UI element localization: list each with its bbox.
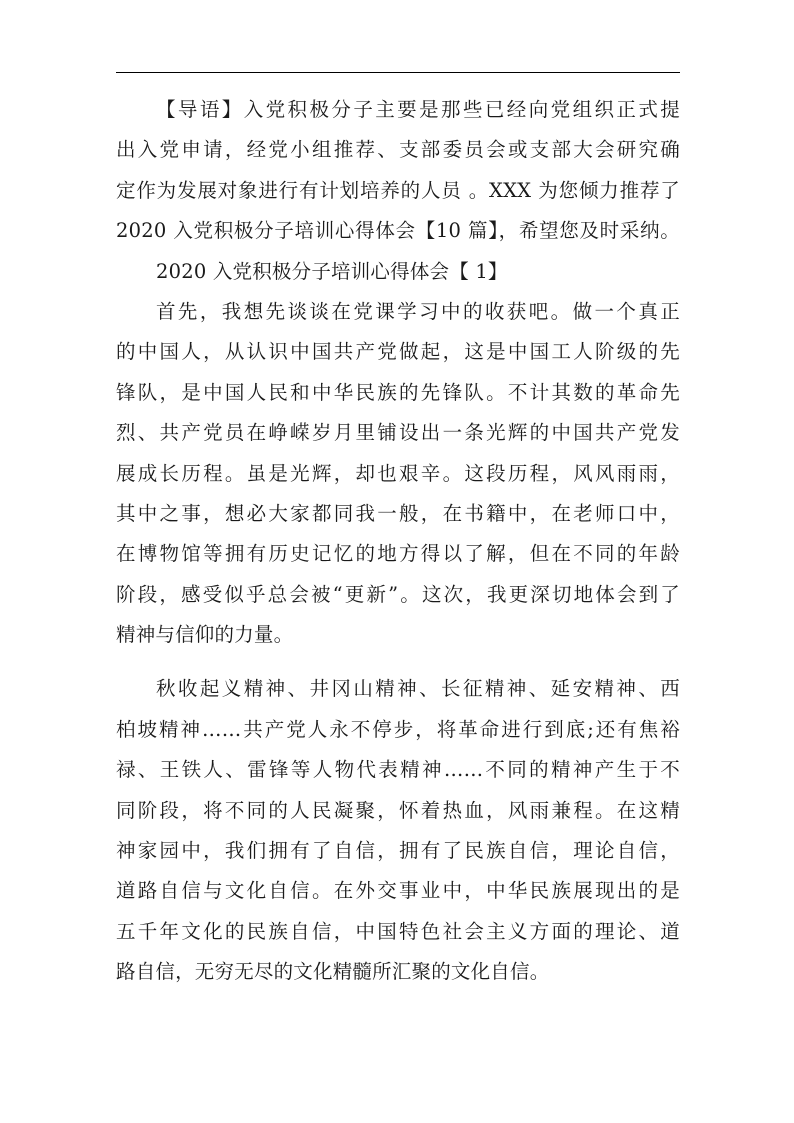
- intro-line: 定作为发展对象进行有计划培养的人员 。XXX 为您倾力推荐了: [116, 178, 680, 202]
- paragraph-line: 五千年文化的民族自信，中国特色社会主义方面的理论、道: [116, 919, 680, 943]
- intro-line: 出入党申请，经党小组推荐、支部委员会或支部大会研究确: [116, 138, 680, 162]
- paragraph-line: 阶段，感受似乎总会被“更新”。这次，我更深切地体会到了: [116, 582, 680, 606]
- paragraph-line: 同阶段，将不同的人民凝聚，怀着热血，风雨兼程。在这精: [116, 798, 680, 822]
- paragraph-line: 在博物馆等拥有历史记忆的地方得以了解，但在不同的年龄: [116, 542, 680, 566]
- paragraph-line: 锋队，是中国人民和中华民族的先锋队。不计其数的革命先: [116, 380, 680, 404]
- document-body: [116, 90, 680, 993]
- paragraph-line: 路自信，无穷无尽的文化精髓所汇聚的文化自信。: [116, 960, 550, 984]
- paragraph-line: 秋收起义精神、井冈山精神、长征精神、延安精神、西: [156, 677, 680, 701]
- paragraph-line: 柏坡精神……共产党人永不停步，将革命进行到底;还有焦裕: [116, 717, 680, 741]
- header-rule: [116, 72, 680, 73]
- paragraph-line: 其中之事，想必大家都同我一般，在书籍中，在老师口中，: [116, 501, 680, 525]
- paragraph-line: 禄、王铁人、雷锋等人物代表精神……不同的精神产生于不: [116, 758, 680, 782]
- paragraph-line: 首先，我想先谈谈在党课学习中的收获吧。做一个真正: [156, 299, 680, 323]
- intro-paragraph: [116, 90, 680, 252]
- paragraph-1: [116, 292, 680, 656]
- intro-line: 【导语】入党积极分子主要是那些已经向党组织正式提: [156, 98, 680, 121]
- paragraph-line: 展成长历程。虽是光辉，却也艰辛。这段历程，风风雨雨，: [116, 461, 680, 485]
- paragraph-gap: [116, 655, 680, 669]
- paragraph-line: 的中国人，从认识中国共产党做起，这是中国工人阶级的先: [116, 340, 680, 364]
- intro-line: 2020 入党积极分子培训心得体会【10 篇】，希望您及时采纳。: [116, 219, 680, 243]
- paragraph-line: 烈、共产党员在峥嵘岁月里铺设出一条光辉的中国共产党发: [116, 421, 680, 445]
- paragraph-line: 道路自信与文化自信。在外交事业中，中华民族展现出的是: [116, 879, 680, 903]
- paragraph-2: [116, 669, 680, 992]
- section-title: 2020 入党积极分子培训心得体会【 1】: [156, 259, 508, 283]
- paragraph-line: 精神与信仰的力量。: [116, 623, 294, 647]
- paragraph-line: 神家园中，我们拥有了自信，拥有了民族自信，理论自信，: [116, 839, 680, 863]
